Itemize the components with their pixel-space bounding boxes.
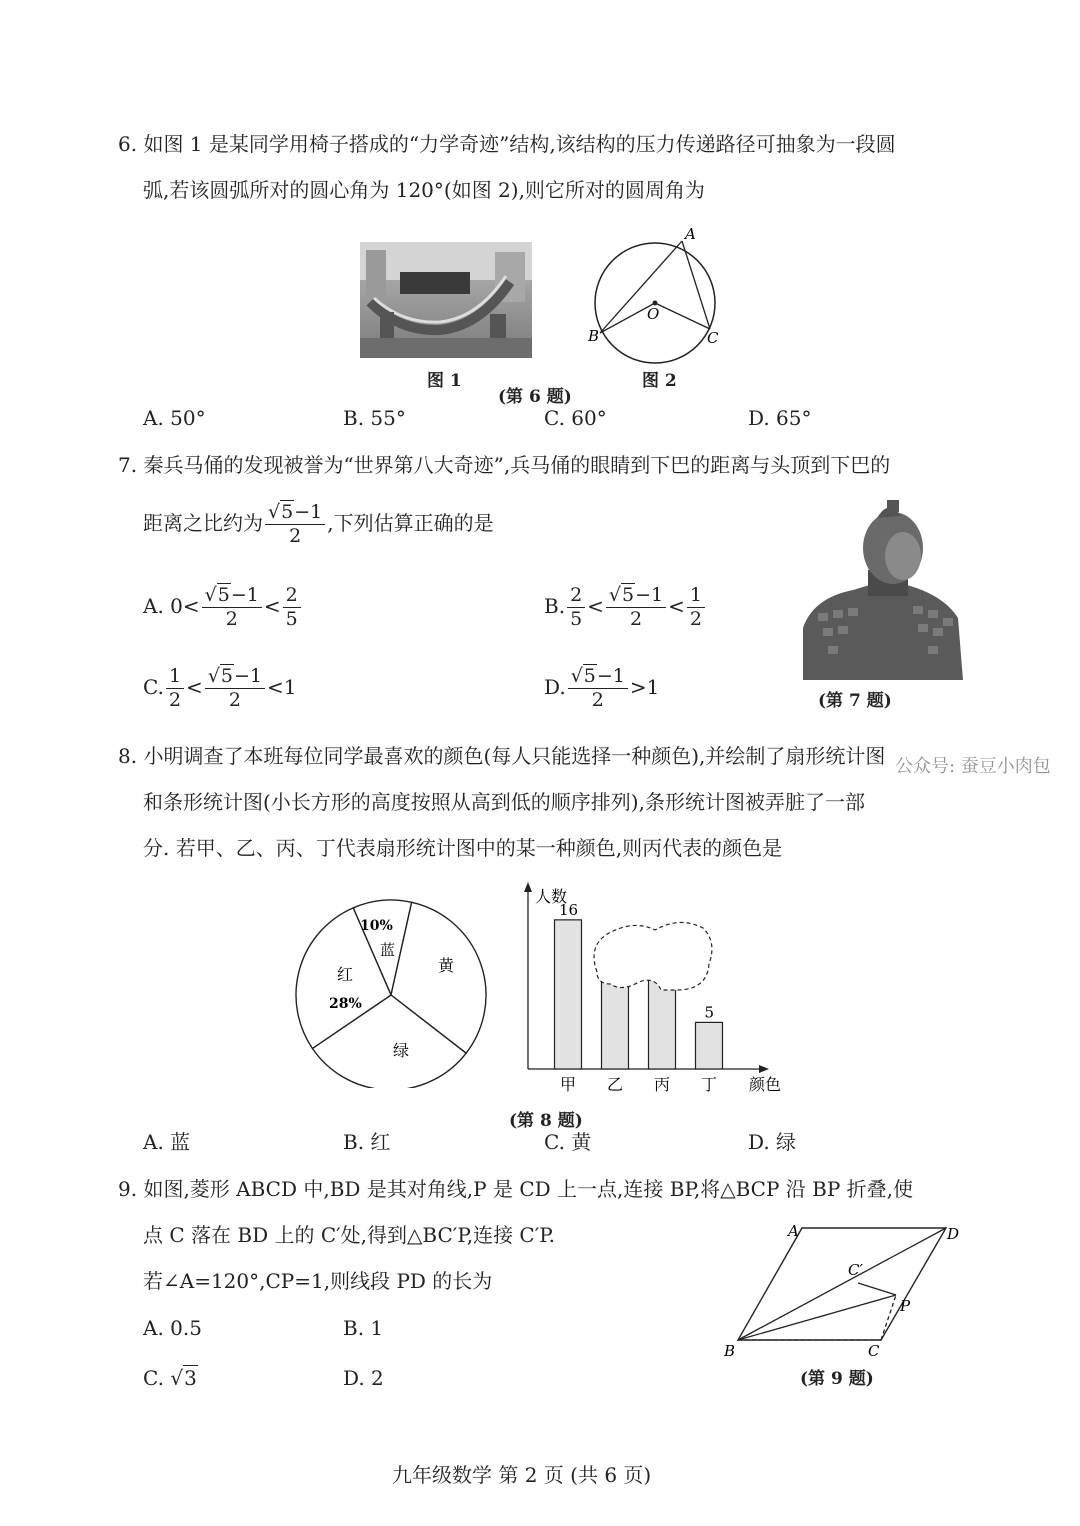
q7-option-b: B. $\frac{2}{5}$ < $\frac{√5-1}{2}$ < $\frac{1}{2}$ — [544, 586, 707, 629]
q8-caption: (第 8 题) — [509, 1111, 583, 1131]
page-footer: 九年级数学 第 2 页 (共 6 页) — [392, 1463, 652, 1487]
q8-line2: 和条形统计图(小长方形的高度按照从高到低的顺序排列),条形统计图被弄脏了一部 — [143, 790, 865, 814]
q8-option-a: A. 蓝 — [143, 1130, 191, 1154]
terracotta-warrior-photo — [803, 498, 963, 680]
y-axis-label: 人数 — [535, 887, 568, 906]
label-b: B — [724, 1342, 736, 1360]
fig2-caption: 图 2 — [642, 371, 677, 391]
fig1-caption: 图 1 — [427, 371, 462, 391]
q7-line2: 距离之比约为 $\frac{√5-1}{2}$ ,下列估算正确的是 — [143, 501, 494, 547]
q8-option-d: D. 绿 — [748, 1130, 797, 1154]
watermark: 公众号: 蚕豆小肉包 — [895, 756, 1051, 777]
q6-line1: 6. 如图 1 是某同学用椅子搭成的“力学奇迹”结构,该结构的压力传递路径可抽象为一段圆 — [118, 132, 896, 156]
x-tick-丁: 丁 — [701, 1075, 718, 1094]
q6-caption: (第 6 题) — [498, 387, 572, 407]
q6-option-d: D. 65° — [748, 406, 812, 430]
label-c-prime: C′ — [848, 1261, 863, 1279]
label-c: C — [707, 329, 719, 347]
bar-value-丁: 5 — [704, 1003, 715, 1022]
q9-option-d: D. 2 — [343, 1366, 384, 1390]
q7-option-a: A. 0< $\frac{√5-1}{2}$ < $\frac{2}{5}$ — [143, 586, 303, 629]
pie-label-red-pct: 28% — [329, 996, 362, 1012]
q9-option-b: B. 1 — [343, 1316, 384, 1340]
q7-option-c: C. $\frac{1}{2}$ < $\frac{√5-1}{2}$ <1 — [143, 665, 297, 711]
q9-option-a: A. 0.5 — [143, 1316, 202, 1340]
pie-label-blue-pct: 10% — [360, 918, 393, 934]
q9-line2: 点 C 落在 BD 上的 C′处,得到△BC′P,连接 C′P. — [143, 1223, 556, 1247]
pie-chart — [295, 898, 495, 1088]
q9-caption: (第 9 题) — [800, 1369, 874, 1389]
bar-chart — [515, 880, 795, 1100]
q8-option-b: B. 红 — [343, 1130, 391, 1154]
x-axis-label: 颜色 — [749, 1075, 782, 1094]
q9-line1: 9. 如图,菱形 ABCD 中,BD 是其对角线,P 是 CD 上一点,连接 BP,将△BCP 沿 BP 折叠,使 — [118, 1177, 913, 1201]
x-tick-甲: 甲 — [560, 1075, 577, 1094]
label-p: P — [900, 1297, 911, 1315]
label-a: A — [788, 1222, 799, 1240]
x-tick-乙: 乙 — [607, 1075, 624, 1094]
q8-option-c: C. 黄 — [544, 1130, 592, 1154]
label-b: B — [588, 327, 600, 345]
bar-丁 — [696, 1022, 723, 1069]
q7-caption: (第 7 题) — [818, 691, 892, 711]
chairs-photo — [360, 242, 532, 358]
pie-label-blue: 蓝 — [380, 941, 396, 959]
bar-value-甲: 16 — [559, 900, 579, 919]
pie-label-yellow: 黄 — [438, 956, 455, 975]
q8-line1: 8. 小明调查了本班每位同学最喜欢的颜色(每人只能选择一种颜色),并绘制了扇形统计图 — [118, 744, 886, 768]
label-a: A — [685, 225, 696, 243]
q8-line3: 分. 若甲、乙、丙、丁代表扇形统计图中的某一种颜色,则丙代表的颜色是 — [143, 836, 783, 860]
q6-option-a: A. 50° — [143, 406, 206, 430]
circle-figure — [585, 225, 735, 375]
q6-line2: 弧,若该圆弧所对的圆心角为 120°(如图 2),则它所对的圆周角为 — [143, 178, 705, 202]
q6-option-c: C. 60° — [544, 406, 607, 430]
x-tick-丙: 丙 — [654, 1075, 671, 1094]
q9-line3: 若∠A=120°,CP=1,则线段 PD 的长为 — [143, 1269, 493, 1293]
q7-line1: 7. 秦兵马俑的发现被誉为“世界第八大奇迹”,兵马俑的眼睛到下巴的距离与头顶到下巴的 — [118, 453, 891, 477]
pie-label-green: 绿 — [393, 1041, 410, 1060]
q9-option-c: C. √3 — [143, 1366, 197, 1390]
q6-option-b: B. 55° — [343, 406, 406, 430]
label-o: O — [647, 305, 660, 323]
q7-option-d: D. $\frac{√5-1}{2}$ >1 — [544, 665, 660, 711]
label-c: C — [868, 1342, 880, 1360]
bar-甲 — [555, 920, 582, 1069]
rhombus-figure — [718, 1215, 968, 1360]
label-d: D — [947, 1225, 960, 1243]
pie-label-red: 红 — [337, 965, 354, 984]
dirty-smudge — [594, 922, 712, 990]
